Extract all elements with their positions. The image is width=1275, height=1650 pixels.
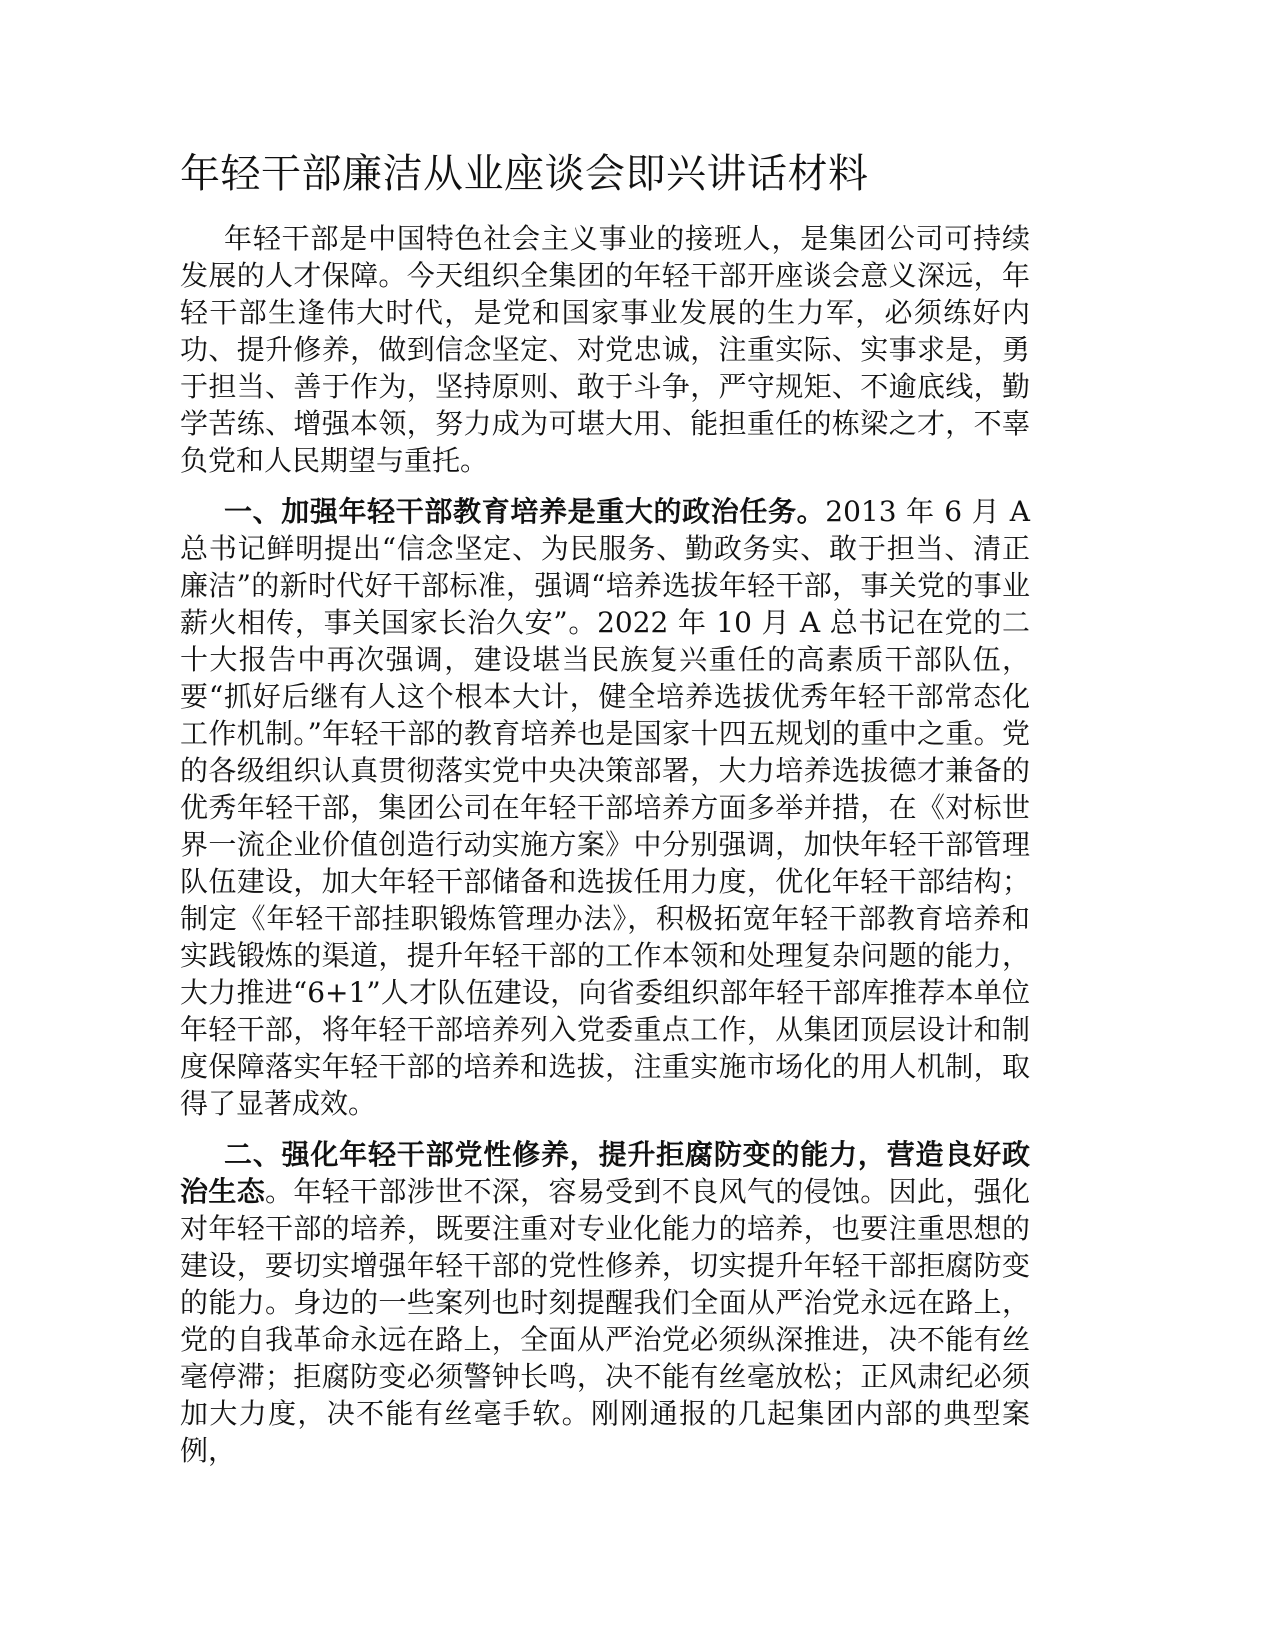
section-1-body: 2013 年 6 月 A 总书记鲜明提出“信念坚定、为民服务、勤政务实、敢于担当、清正廉洁”的新时代好干部标准，强调“培养选拔年轻干部，事关党的事业薪火相传，事关国家长治久安”。2022 年 10 月 A 总书记在党的二十大报告中再次强调，建设堪当民族复兴重任的高素质干部队伍，要“抓好后继有人这个根本大计，健全培养选拔优秀年轻干部常态化工作机制。”年轻干部的教育培养也是国家十四五规划的重中之重。党的各级组织认真贯彻落实党中央决策部署，大力培养选拔德才兼备的优秀年轻干部，集团公司在年轻干部培养方面多举并措，在《对标世界一流企业价值创造行动实施方案》中分别强调，加快年轻干部管理队伍建设，加大年轻干部储备和选拔任用力度，优化年轻干部结构；制定《年轻干部挂职锻炼管理办法》，积极拓宽年轻干部教育培养和实践锻炼的渠道，提升年轻干部的工作本领和处理复杂问题的能力，大力推进“6+1”人才队伍建设，向省委组织部年轻干部库推荐本单位年轻干部，将年轻干部培养列入党委重点工作，从集团顶层设计和制度保障落实年轻干部的培养和选拔，注重实施市场化的用人机制，取得了显著成效。 — [180, 495, 1030, 1120]
section-1-paragraph — [180, 493, 1030, 1122]
document-page — [180, 146, 1030, 1483]
section-2-paragraph — [180, 1136, 1030, 1469]
section-2-heading: 二、强化年轻干部党性修养，提升拒腐防变的能力，营造良好政治生态 — [180, 1138, 1030, 1208]
intro-paragraph: 年轻干部是中国特色社会主义事业的接班人，是集团公司可持续发展的人才保障。今天组织全集团的年轻干部开座谈会意义深远，年轻干部生逢伟大时代，是党和国家事业发展的生力军，必须练好内功、提升修养，做到信念坚定、对党忠诚，注重实际、实事求是，勇于担当、善于作为，坚持原则、敢于斗争，严守规矩、不逾底线，勤学苦练、增强本领，努力成为可堪大用、能担重任的栋梁之才，不辜负党和人民期望与重托。 — [180, 222, 1030, 477]
section-1-heading: 一、加强年轻干部教育培养是重大的政治任务。 — [224, 495, 826, 528]
section-2-body: 。年轻干部涉世不深，容易受到不良风气的侵蚀。因此，强化对年轻干部的培养，既要注重对专业化能力的培养，也要注重思想的建设，要切实增强年轻干部的党性修养，切实提升年轻干部拒腐防变的能力。身边的一些案列也时刻提醒我们全面从严治党永远在路上，党的自我革命永远在路上，全面从严治党必须纵深推进，决不能有丝毫停滞；拒腐防变必须警钟长鸣，决不能有丝毫放松；正风肃纪必须加大力度，决不能有丝毫手软。刚刚通报的几起集团内部的典型案例， — [180, 1175, 1030, 1467]
document-title: 年轻干部廉洁从业座谈会即兴讲话材料 — [180, 151, 869, 197]
